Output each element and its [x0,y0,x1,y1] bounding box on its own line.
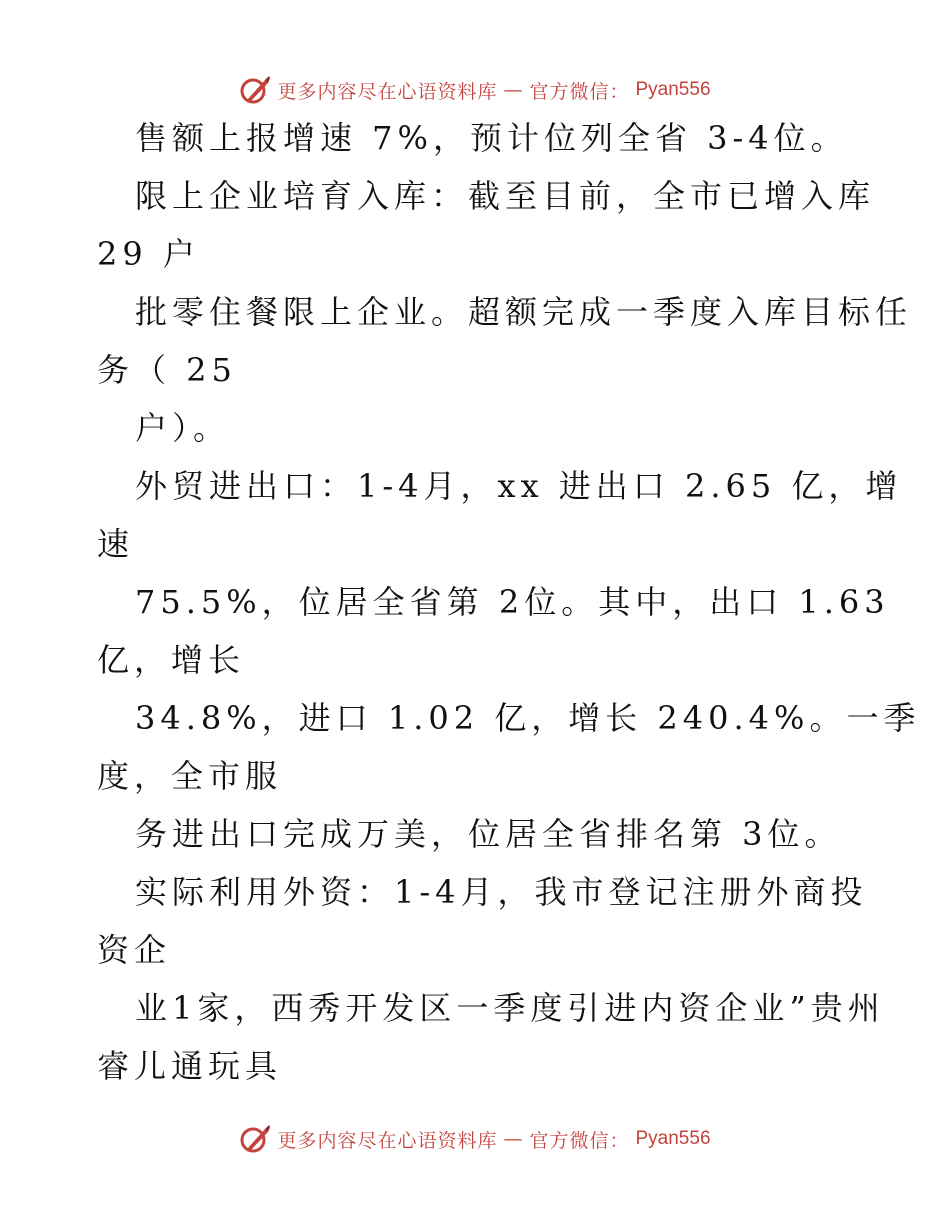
header-wechat-label: 官方微信： [529,80,630,103]
footer-wechat-label: 官方微信： [529,1129,630,1152]
header-wechat-id: Pyan556 [635,79,711,100]
footer-wechat-id: Pyan556 [635,1128,711,1149]
footer-banner [0,1119,950,1159]
text-line: 务进出口完成万美，位居全省排名第 3位。 [135,815,842,853]
footer-site-text: 更多内容尽在心语资料库 [277,1129,498,1152]
text-line: 资企 [97,931,172,969]
text-line: 34.8%，进口 1.02 亿，增长 240.4%。一季 [135,699,921,737]
text-line: 29 户 [97,235,200,273]
text-line: 批零住餐限上企业。超额完成一季度入库目标任 [135,293,913,331]
text-line: 业1家，西秀开发区一季度引进内资企业”贵州 [135,989,885,1027]
text-line: 亿，增长 [97,641,246,679]
text-line: 外贸进出口：1-4月，xx 进出口 2.65 亿，增 [135,467,903,505]
text-line: 售额上报增速 7%，预计位列全省 3-4位。 [135,119,848,157]
header-separator: — [503,79,524,101]
text-line: 75.5%，位居全省第 2位。其中，出口 1.63 [135,583,890,621]
text-line: 户）。 [135,409,231,447]
text-line: 睿儿通玩具 [97,1047,283,1085]
text-line: 速 [97,525,135,563]
pen-logo-icon [239,74,271,106]
header-site-text: 更多内容尽在心语资料库 [277,80,498,103]
footer-separator: — [503,1128,524,1150]
text-line: 务（ 25 [97,351,237,389]
text-line: 度，全市服 [97,757,283,795]
header-banner [0,70,950,110]
text-line: 限上企业培育入库：截至目前，全市已增入库 [135,177,876,215]
pen-logo-icon [239,1123,271,1155]
text-line: 实际利用外资：1-4月，我市登记注册外商投 [135,873,868,911]
